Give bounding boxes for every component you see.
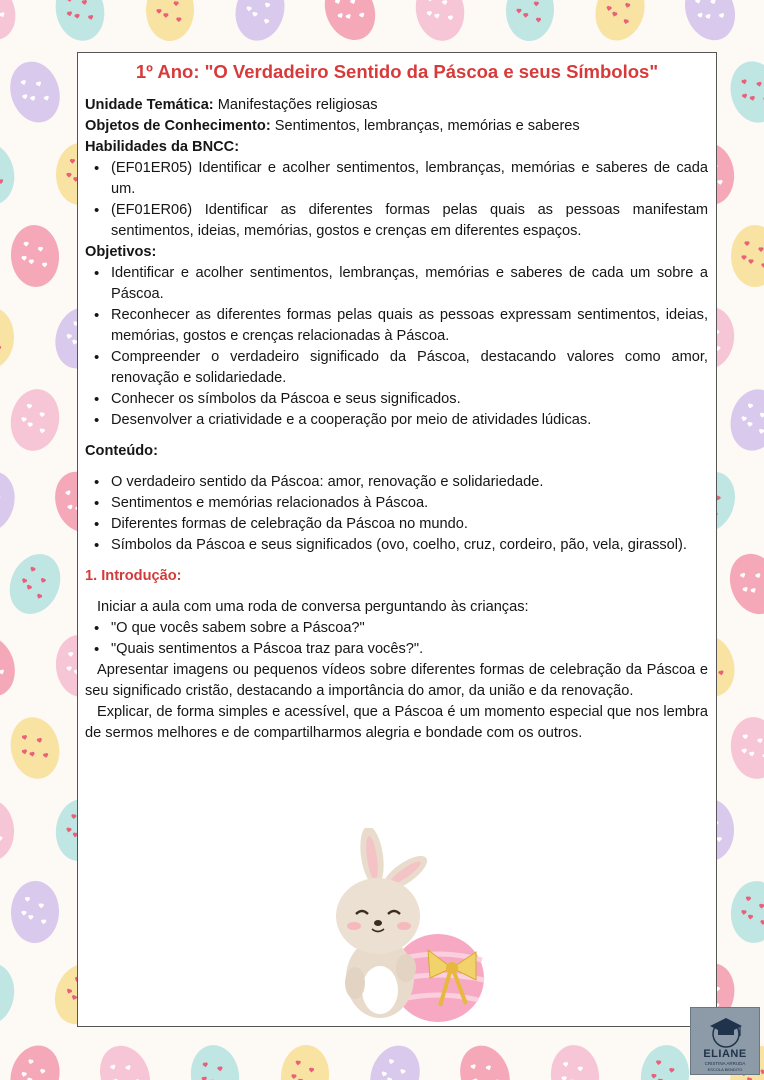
graduation-cap-logo-icon xyxy=(706,1014,746,1048)
page-title: 1º Ano: "O Verdadeiro Sentido da Páscoa e seus Símbolos" xyxy=(135,61,659,82)
list-item: • "Quais sentimentos a Páscoa traz para vocês?". xyxy=(111,639,708,660)
lesson-plan-card xyxy=(77,52,717,1027)
list-item: • Sentimentos e memórias relacionados à Páscoa. xyxy=(111,493,708,514)
list-item: • Desenvolver a criatividade e a cooperação por meio de atividades lúdicas. xyxy=(111,410,708,431)
list-item: • (EF01ER06) Identificar as diferentes formas pelas quais as pessoas manifestam sentimentos, ideias, memórias, gostos e crenças em diferentes espaços. xyxy=(111,200,708,242)
intro-paragraph: Apresentar imagens ou pequenos vídeos sobre diferentes formas de celebração da Páscoa e seu significado cristão, destacando a importância do amor, da união e da renovação. xyxy=(85,662,708,699)
intro-questions xyxy=(85,618,708,660)
list-item: • Símbolos da Páscoa e seus significados (ovo, coelho, cruz, cordeiro, pão, vela, girassol). xyxy=(111,535,708,556)
list-item: • Diferentes formas de celebração da Páscoa no mundo. xyxy=(111,514,708,535)
introducao-heading: 1. Introdução: xyxy=(85,568,182,584)
list-item: • Compreender o verdadeiro significado da Páscoa, destacando valores como amor, renovação e solidariedade. xyxy=(111,347,708,389)
unidade-value: Manifestações religiosas xyxy=(213,97,378,113)
lesson-content xyxy=(85,95,708,744)
unidade-label: Unidade Temática: xyxy=(85,97,214,113)
objetos-label: Objetos de Conhecimento: xyxy=(85,118,271,134)
habilidades-list xyxy=(85,158,708,242)
list-item: • O verdadeiro sentido da Páscoa: amor, renovação e solidariedade. xyxy=(111,472,708,493)
list-item: • (EF01ER05) Identificar e acolher sentimentos, lembranças, memórias e saberes de cada um. xyxy=(111,158,708,200)
list-item: • "O que vocês sabem sobre a Páscoa?" xyxy=(111,618,708,639)
list-item: • Identificar e acolher sentimentos, lembranças, memórias e saberes de cada um sobre a Páscoa. xyxy=(111,263,708,305)
intro-lead: Iniciar a aula com uma roda de conversa perguntando às crianças: xyxy=(97,599,529,615)
conteudo-list xyxy=(85,472,708,556)
list-item: • Conhecer os símbolos da Páscoa e seus significados. xyxy=(111,389,708,410)
conteudo-heading: Conteúdo: xyxy=(85,443,158,459)
objetivos-heading: Objetivos: xyxy=(85,244,157,260)
objetivos-list xyxy=(85,263,708,431)
author-logo xyxy=(690,1007,760,1075)
logo-subtitle-2: ESCOLA BENDITO xyxy=(707,1067,743,1072)
objetos-value: Sentimentos, lembranças, memórias e saberes xyxy=(270,118,580,134)
unidade-tematica xyxy=(85,95,708,116)
objetos-conhecimento xyxy=(85,116,708,137)
list-item: • Reconhecer as diferentes formas pelas quais as pessoas expressam sentimentos, ideias, memórias, gostos e crenças relacionadas à Páscoa. xyxy=(111,305,708,347)
logo-subtitle: CRISTINA ARRUDA xyxy=(704,1061,746,1066)
habilidades-heading: Habilidades da BNCC: xyxy=(85,139,240,155)
intro-paragraph: Explicar, de forma simples e acessível, que a Páscoa é um momento especial que nos lembra de sermos melhores e de compartilharmos alegria e bondade com os outros. xyxy=(85,704,708,741)
logo-name: ELIANE xyxy=(703,1048,747,1060)
bunny-with-egg-illustration xyxy=(310,828,490,1023)
